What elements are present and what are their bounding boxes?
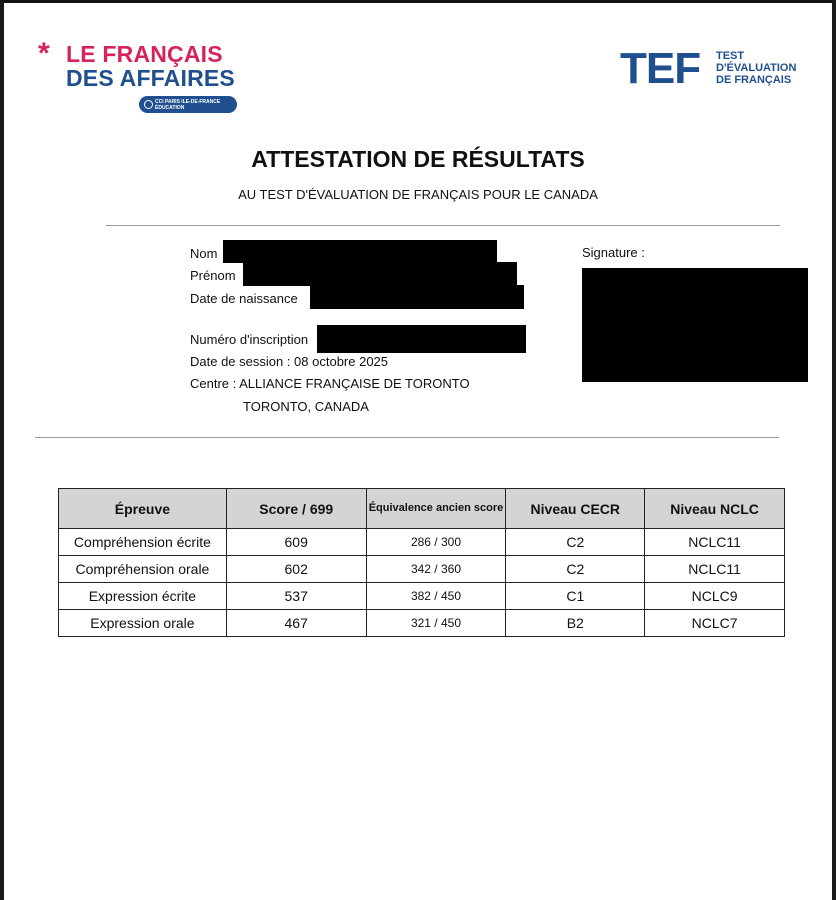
cci-badge-text: CCI PARIS ILE-DE-FRANCE ÉDUCATION xyxy=(155,98,221,111)
cell-niveau-nclc: NCLC11 xyxy=(645,556,785,583)
prenom-label: Prénom xyxy=(190,268,236,283)
numero-inscription-label: Numéro d'inscription xyxy=(190,332,309,347)
cell-niveau-cecr: C2 xyxy=(506,556,645,583)
logo-line-1: LE FRANÇAIS xyxy=(66,41,223,67)
cell-niveau-nclc: NCLC9 xyxy=(645,583,785,610)
tef-logo-line-2: D'ÉVALUATION xyxy=(716,62,797,74)
document-page xyxy=(4,3,832,900)
cell-niveau-cecr: C2 xyxy=(506,529,645,556)
header-epreuve: Épreuve xyxy=(59,489,227,529)
header-niveau-cecr: Niveau CECR xyxy=(506,489,645,529)
cell-epreuve: Compréhension orale xyxy=(59,556,227,583)
cci-circle-icon xyxy=(144,100,153,109)
star-icon: * xyxy=(38,37,50,70)
table-row xyxy=(59,556,785,583)
cell-epreuve: Expression orale xyxy=(59,610,227,637)
cell-niveau-nclc: NCLC11 xyxy=(645,529,785,556)
cell-equivalence: 382 / 450 xyxy=(366,583,506,610)
page-title: ATTESTATION DE RÉSULTATS xyxy=(251,146,585,172)
redacted-nom xyxy=(223,240,497,263)
results-table xyxy=(58,488,785,637)
top-divider xyxy=(106,225,780,226)
cell-score: 537 xyxy=(226,583,366,610)
cell-niveau-cecr: B2 xyxy=(506,610,645,637)
redacted-numero-inscription xyxy=(317,325,526,353)
tef-logo-line-1: TEST xyxy=(716,50,745,62)
cell-epreuve: Expression écrite xyxy=(59,583,227,610)
cell-equivalence: 286 / 300 xyxy=(366,529,506,556)
redacted-prenom xyxy=(243,262,517,286)
table-header-row xyxy=(59,489,785,529)
date-naissance-label: Date de naissance xyxy=(190,291,298,306)
header-equivalence: Équivalence ancien score xyxy=(366,489,506,529)
header-niveau-nclc: Niveau NCLC xyxy=(645,489,785,529)
table-row xyxy=(59,529,785,556)
page-subtitle: AU TEST D'ÉVALUATION DE FRANÇAIS POUR LE CANADA xyxy=(238,187,598,202)
centre-line-2: TORONTO, CANADA xyxy=(243,399,369,414)
tef-logo-text xyxy=(716,50,796,86)
logo-line-2: DES AFFAIRES xyxy=(66,65,235,91)
cell-niveau-cecr: C1 xyxy=(506,583,645,610)
redacted-signature xyxy=(582,268,808,382)
cell-epreuve: Compréhension écrite xyxy=(59,529,227,556)
nom-label: Nom xyxy=(190,246,218,261)
cell-score: 609 xyxy=(226,529,366,556)
cell-score: 467 xyxy=(226,610,366,637)
header-score: Score / 699 xyxy=(226,489,366,529)
tef-logo-mark: TEF xyxy=(620,44,701,93)
signature-label: Signature : xyxy=(582,245,645,260)
cell-score: 602 xyxy=(226,556,366,583)
date-session: Date de session : 08 octobre 2025 xyxy=(190,354,389,369)
tef-logo-line-3: DE FRANÇAIS xyxy=(716,74,792,86)
redacted-date-naissance xyxy=(310,285,524,309)
cell-equivalence: 342 / 360 xyxy=(366,556,506,583)
frame-right-border xyxy=(832,0,836,900)
cell-niveau-nclc: NCLC7 xyxy=(645,610,785,637)
table-row xyxy=(59,583,785,610)
table-row xyxy=(59,610,785,637)
centre-line-1: Centre : ALLIANCE FRANÇAISE DE TORONTO xyxy=(190,376,470,391)
bottom-divider xyxy=(35,437,779,438)
cci-badge xyxy=(139,96,237,113)
cell-equivalence: 321 / 450 xyxy=(366,610,506,637)
